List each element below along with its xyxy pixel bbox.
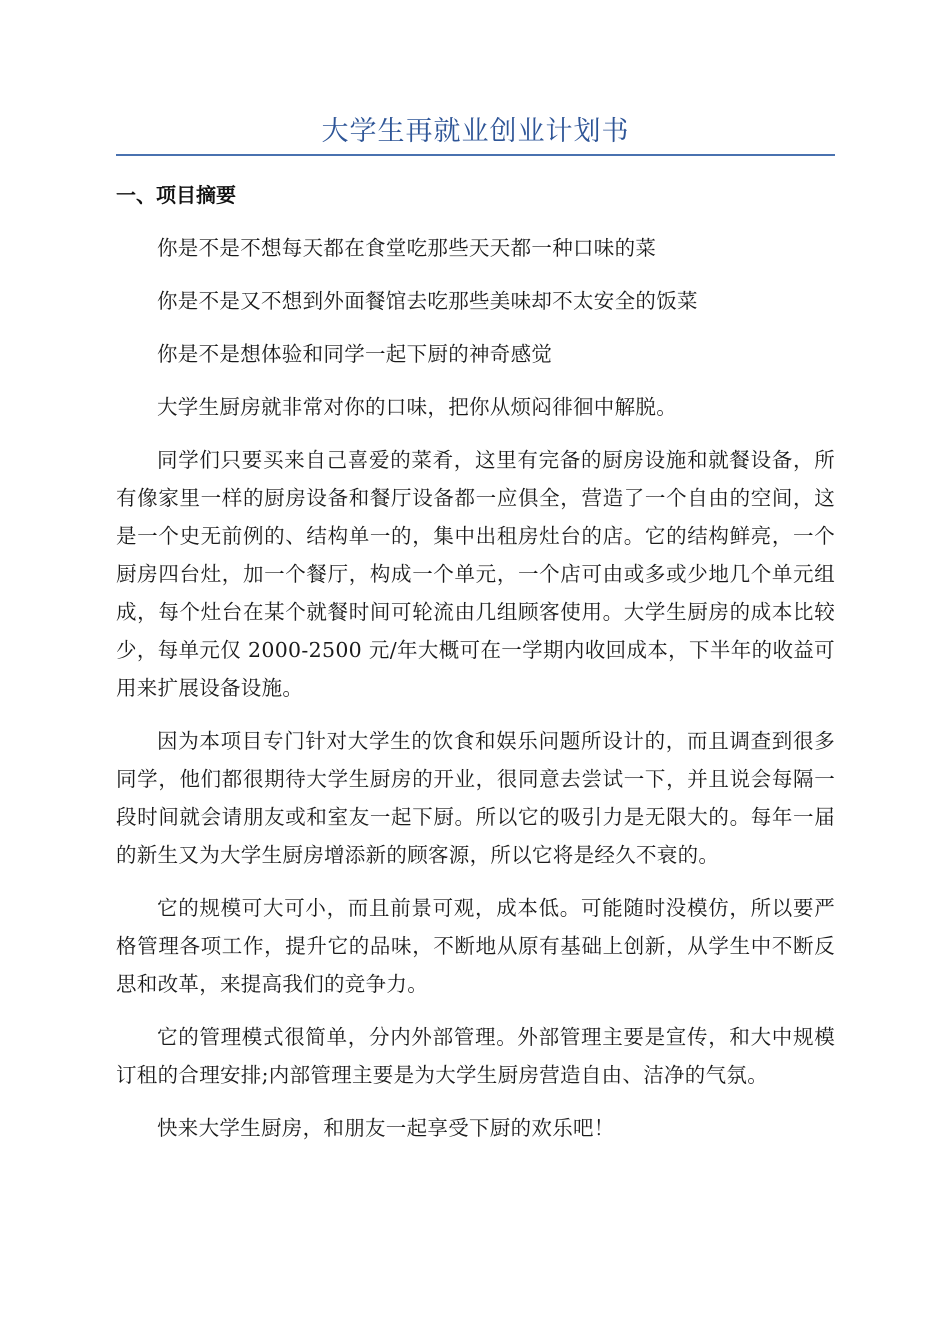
paragraph: 因为本项目专门针对大学生的饮食和娱乐问题所设计的，而且调查到很多同学，他们都很期待大学生厨房的开业，很同意去尝试一下，并且说会每隔一段时间就会请朋友或和室友一起下厨。所以它的吸引力是无限大的。每年一届的新生又为大学生厨房增添新的顾客源，所以它将是经久不衰的。 <box>116 729 835 867</box>
paragraph: 你是不是不想每天都在食堂吃那些天天都一种口味的菜 <box>157 236 657 260</box>
paragraph: 同学们只要买来自己喜爱的菜肴，这里有完备的厨房设施和就餐设备，所有像家里一样的厨房设备和餐厅设备都一应俱全，营造了一个自由的空间，这是一个史无前例的、结构单一的，集中出租房灶台的店。它的结构鲜亮，一个厨房四台灶，加一个餐厅，构成一个单元，一个店可由或多或少地几个单元组成，每个灶台在某个就餐时间可轮流由几组顾客使用。大学生厨房的成本比较少，每单元仅 2000-2500 元/年大概可在一学期内收回成本，下半年的收益可用来扩展设备设施。 <box>116 448 835 700</box>
document-title: 大学生再就业创业计划书 <box>321 116 630 147</box>
paragraph: 它的规模可大可小，而且前景可观，成本低。可能随时没模仿，所以要严格管理各项工作，提升它的品味，不断地从原有基础上创新，从学生中不断反思和改革，来提高我们的竞争力。 <box>116 896 835 996</box>
section-heading: 一、项目摘要 <box>116 183 236 207</box>
paragraph: 你是不是想体验和同学一起下厨的神奇感觉 <box>157 342 553 366</box>
title-divider <box>116 154 835 156</box>
paragraph: 你是不是又不想到外面餐馆去吃那些美味却不太安全的饭菜 <box>157 289 698 313</box>
paragraph: 大学生厨房就非常对你的口味，把你从烦闷徘徊中解脱。 <box>157 395 677 419</box>
document-body <box>116 229 835 1162</box>
paragraph: 它的管理模式很简单，分内外部管理。外部管理主要是宣传，和大中规模订租的合理安排;内部管理主要是为大学生厨房营造自由、洁净的气氛。 <box>116 1025 835 1087</box>
paragraph: 快来大学生厨房，和朋友一起享受下厨的欢乐吧！ <box>157 1116 615 1140</box>
